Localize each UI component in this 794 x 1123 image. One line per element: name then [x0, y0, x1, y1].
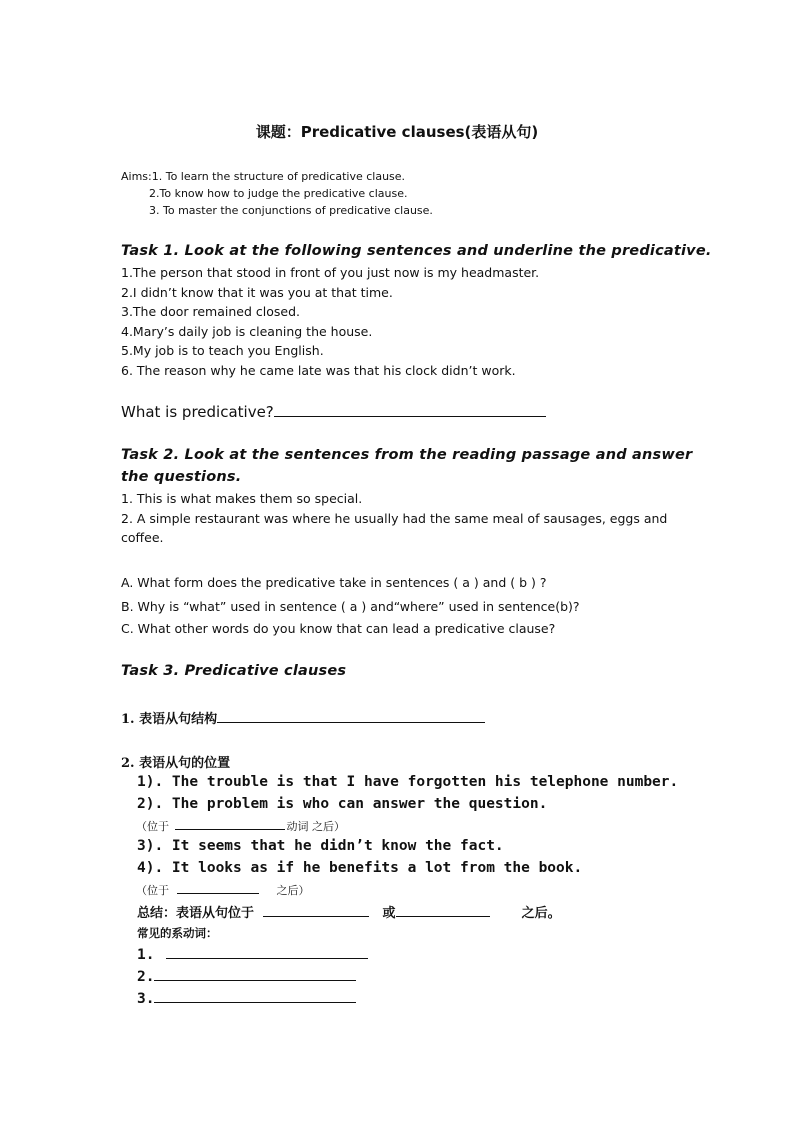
task1-sentence: 5.My job is to teach you English. — [121, 343, 324, 358]
task2-heading-line2: the questions. — [121, 469, 242, 485]
answer-blank[interactable] — [154, 988, 356, 1003]
answer-blank[interactable] — [175, 818, 285, 830]
task2-heading-line1: Task 2. Look at the sentences from the reading passage and answer — [121, 447, 693, 463]
answer-blank[interactable] — [217, 708, 485, 723]
linking-verb-number: 3. — [137, 991, 155, 1007]
position-note-a-prefix: （位于 — [136, 820, 169, 833]
task3-item1 — [121, 708, 485, 727]
task3-heading: Task 3. Predicative clauses — [121, 663, 347, 679]
linking-verb-row — [137, 988, 356, 1007]
answer-blank[interactable] — [166, 944, 368, 959]
linking-verb-row — [137, 944, 368, 963]
task2-sentence: 2. A simple restaurant was where he usually had the same meal of sausages, eggs and — [121, 511, 668, 526]
position-note-a-suffix: 动词 之后） — [286, 820, 345, 833]
aim-2: 2.To know how to judge the predicative clause. — [149, 187, 408, 200]
position-note-a — [136, 818, 345, 834]
position-note-b-suffix: 之后） — [276, 884, 310, 897]
task1-sentence: 3.The door remained closed. — [121, 304, 300, 319]
answer-blank[interactable] — [154, 966, 356, 981]
task2-question: B. Why is “what” used in sentence ( a ) and“where” used in sentence(b)? — [121, 599, 580, 614]
linking-verb-number: 1. — [137, 947, 155, 963]
answer-blank[interactable] — [274, 402, 546, 417]
task1-sentence: 2.I didn’t know that it was you at that time. — [121, 285, 393, 300]
summary-line — [137, 902, 561, 921]
example-sentence: 3). It seems that he didn’t know the fact. — [137, 838, 504, 854]
task1-sentence: 6. The reason why he came late was that his clock didn’t work. — [121, 363, 516, 378]
predicative-question-text: What is predicative? — [121, 403, 274, 421]
task1-sentence: 1.The person that stood in front of you just now is my headmaster. — [121, 265, 540, 280]
task1-sentence: 4.Mary’s daily job is cleaning the house. — [121, 324, 373, 339]
example-sentence: 1). The trouble is that I have forgotten his telephone number. — [137, 774, 679, 790]
task2-question: A. What form does the predicative take in sentences ( a ) and ( b ) ? — [121, 575, 547, 590]
aim-3: 3. To master the conjunctions of predicative clause. — [149, 204, 433, 217]
task1-heading: Task 1. Look at the following sentences and underline the predicative. — [121, 243, 712, 259]
task2-sentence: 1. This is what makes them so special. — [121, 491, 363, 506]
answer-blank[interactable] — [177, 882, 259, 894]
answer-blank[interactable] — [396, 902, 490, 917]
example-sentence: 4). It looks as if he benefits a lot from the book. — [137, 860, 583, 876]
predicative-question — [121, 402, 546, 421]
linking-verbs-label: 常见的系动词： — [137, 926, 218, 940]
position-note-b — [136, 882, 310, 898]
summary-prefix: 总结：表语从句位于 — [137, 906, 255, 921]
page-title: 课题：Predicative clauses(表语从句) — [255, 123, 539, 141]
summary-suffix: 之后。 — [521, 906, 561, 921]
answer-blank[interactable] — [263, 902, 369, 917]
task3-item1-text: 1. 表语从句结构 — [121, 712, 218, 727]
linking-verb-row — [137, 966, 356, 985]
aim-1: Aims:1. To learn the structure of predicative clause. — [121, 170, 406, 183]
position-note-b-prefix: （位于 — [136, 884, 169, 897]
task2-sentence: coffee. — [121, 530, 164, 545]
linking-verb-number: 2. — [137, 969, 155, 985]
task2-question: C. What other words do you know that can lead a predicative clause? — [121, 621, 556, 636]
summary-or: 或 — [382, 906, 396, 921]
task3-item2: 2. 表语从句的位置 — [121, 756, 231, 771]
example-sentence: 2). The problem is who can answer the question. — [137, 796, 548, 812]
